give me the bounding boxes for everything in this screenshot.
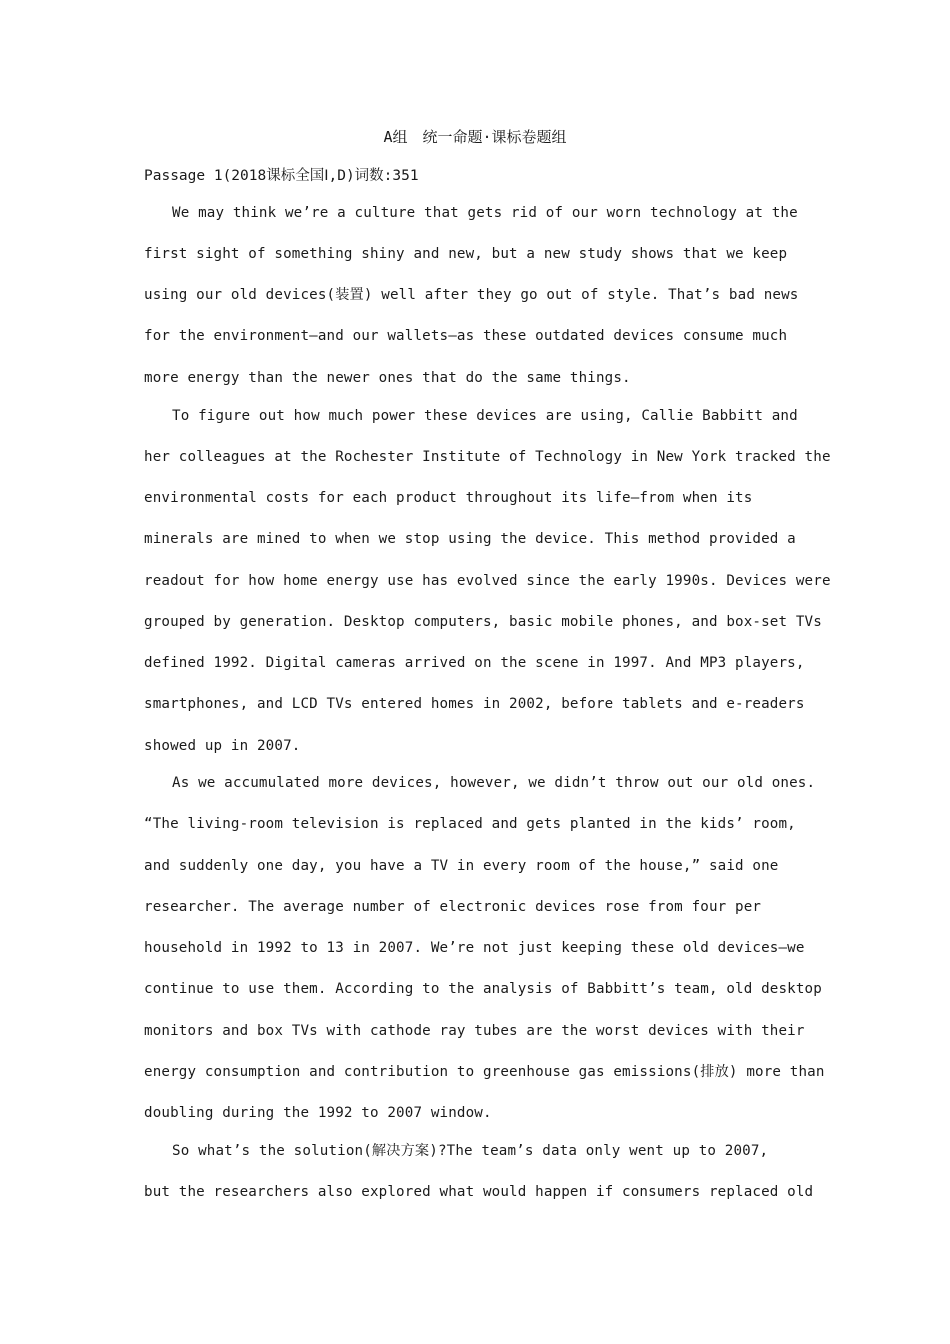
text-line: energy consumption and contribution to greenhouse gas emissions(排放) more than [144, 1064, 825, 1080]
text-line: As we accumulated more devices, however, we didn’t throw out our old ones. [172, 775, 816, 791]
text-line: for the environment—and our wallets—as these outdated devices consume much [144, 328, 788, 344]
text-line: using our old devices(装置) well after they go out of style. That’s bad news [144, 287, 799, 303]
text-line: We may think we’re a culture that gets rid of our worn technology at the [172, 205, 798, 221]
text-line: To figure out how much power these devices are using, Callie Babbitt and [172, 408, 798, 424]
text-line: first sight of something shiny and new, but a new study shows that we keep [144, 246, 788, 262]
section-heading: A组 统一命题·课标卷题组 [383, 128, 567, 146]
text-line: doubling during the 1992 to 2007 window. [144, 1105, 492, 1121]
text-line: grouped by generation. Desktop computers, basic mobile phones, and box-set TVs [144, 614, 822, 630]
text-line: minerals are mined to when we stop using the device. This method provided a [144, 531, 796, 547]
text-line: continue to use them. According to the analysis of Babbitt’s team, old desktop [144, 981, 822, 997]
text-line: environmental costs for each product throughout its life—from when its [144, 490, 753, 506]
text-line: showed up in 2007. [144, 738, 301, 754]
text-line: defined 1992. Digital cameras arrived on the scene in 1997. And MP3 players, [144, 655, 805, 671]
text-line: monitors and box TVs with cathode ray tubes are the worst devices with their [144, 1023, 805, 1039]
text-line: and suddenly one day, you have a TV in every room of the house,” said one [144, 858, 779, 874]
text-line: household in 1992 to 13 in 2007. We’re not just keeping these old devices—we [144, 940, 805, 956]
text-line: “The living-room television is replaced and gets planted in the kids’ room, [144, 816, 796, 832]
text-line: more energy than the newer ones that do the same things. [144, 370, 631, 386]
text-line: So what’s the solution(解决方案)?The team’s data only went up to 2007, [172, 1143, 769, 1159]
text-line: researcher. The average number of electronic devices rose from four per [144, 899, 762, 915]
text-line: her colleagues at the Rochester Institute of Technology in New York tracked the [144, 449, 831, 465]
text-line: readout for how home energy use has evolved since the early 1990s. Devices were [144, 573, 831, 589]
passage-label: Passage 1(2018课标全国Ⅰ,D)词数:351 [144, 168, 419, 184]
text-line: smartphones, and LCD TVs entered homes in 2002, before tablets and e-readers [144, 696, 805, 712]
text-line: but the researchers also explored what would happen if consumers replaced old [144, 1184, 814, 1200]
